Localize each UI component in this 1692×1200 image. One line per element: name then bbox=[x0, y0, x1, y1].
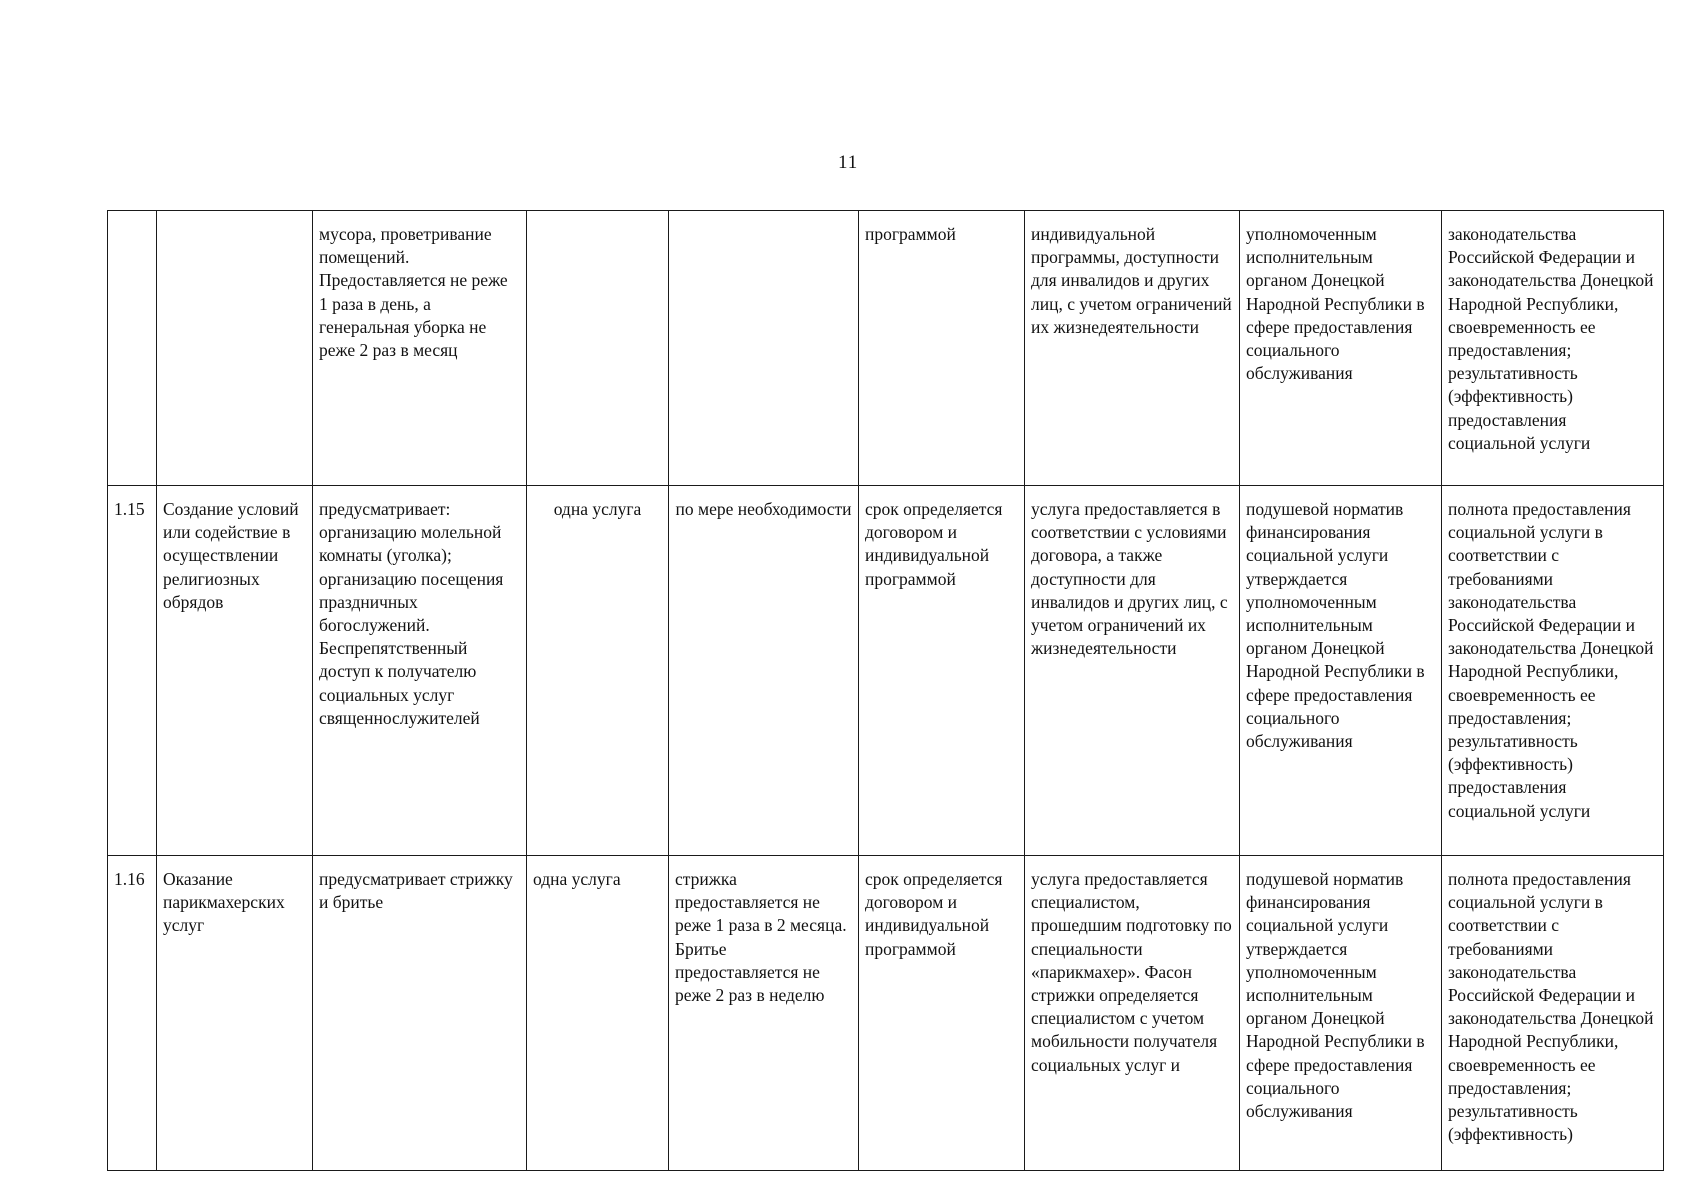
cell-periodicity: по мере необходимости bbox=[669, 486, 859, 856]
table-row bbox=[108, 856, 1664, 1171]
cell-term: срок определяется договором и индивидуальной программой bbox=[859, 486, 1025, 856]
cell-unit: одна услуга bbox=[527, 486, 669, 856]
cell-service-content: предусматривает: организацию молельной комнаты (уголка); организацию посещения праздничных богослужений. Беспрепятственный доступ к получателю социальных услуг священнослужителей bbox=[313, 486, 527, 856]
cell-financing: подушевой норматив финансирования социальной услуги утверждается уполномоченным исполнительным органом Донецкой Народной Республики в сфере предоставления социального обслуживания bbox=[1240, 856, 1442, 1171]
cell-unit bbox=[527, 211, 669, 486]
cell-service-name: Оказание парикмахерских услуг bbox=[157, 856, 313, 1171]
cell-unit: одна услуга bbox=[527, 856, 669, 1171]
cell-service-name bbox=[157, 211, 313, 486]
cell-periodicity bbox=[669, 211, 859, 486]
services-table bbox=[107, 210, 1664, 1171]
cell-quality: полнота предоставления социальной услуги в соответствии с требованиями законодательства Российской Федерации и законодательства Донецкой Народной Республики, своевременность ее предоставления; результативность (эффективность) предоставления социальной услуги bbox=[1442, 486, 1664, 856]
cell-number: 1.16 bbox=[108, 856, 157, 1171]
cell-service-content: предусматривает стрижку и бритье bbox=[313, 856, 527, 1171]
cell-term: срок определяется договором и индивидуальной программой bbox=[859, 856, 1025, 1171]
cell-term: программой bbox=[859, 211, 1025, 486]
table-row bbox=[108, 486, 1664, 856]
page-number: 11 bbox=[838, 152, 859, 173]
cell-periodicity: стрижка предоставляется не реже 1 раза в 2 месяца. Бритье предоставляется не реже 2 раз в неделю bbox=[669, 856, 859, 1171]
cell-service-name: Создание условий или содействие в осуществлении религиозных обрядов bbox=[157, 486, 313, 856]
cell-conditions: индивидуальной программы, доступности для инвалидов и других лиц, с учетом ограничений их жизнедеятельности bbox=[1025, 211, 1240, 486]
cell-financing: уполномоченным исполнительным органом Донецкой Народной Республики в сфере предоставления социального обслуживания bbox=[1240, 211, 1442, 486]
cell-service-content: мусора, проветривание помещений. Предоставляется не реже 1 раза в день, а генеральная уборка не реже 2 раз в месяц bbox=[313, 211, 527, 486]
table-row bbox=[108, 211, 1664, 486]
cell-financing: подушевой норматив финансирования социальной услуги утверждается уполномоченным исполнительным органом Донецкой Народной Республики в сфере предоставления социального обслуживания bbox=[1240, 486, 1442, 856]
cell-quality: законодательства Российской Федерации и законодательства Донецкой Народной Республики, своевременность ее предоставления; результативность (эффективность) предоставления социальной услуги bbox=[1442, 211, 1664, 486]
cell-number: 1.15 bbox=[108, 486, 157, 856]
cell-quality: полнота предоставления социальной услуги в соответствии с требованиями законодательства Российской Федерации и законодательства Донецкой Народной Республики, своевременность ее предоставления; результативность (эффективность) bbox=[1442, 856, 1664, 1171]
cell-conditions: услуга предоставляется специалистом, прошедшим подготовку по специальности «парикмахер». Фасон стрижки определяется специалистом с учетом мобильности получателя социальных услуг и bbox=[1025, 856, 1240, 1171]
cell-number bbox=[108, 211, 157, 486]
cell-conditions: услуга предоставляется в соответствии с условиями договора, а также доступности для инвалидов и других лиц, с учетом ограничений их жизнедеятельности bbox=[1025, 486, 1240, 856]
